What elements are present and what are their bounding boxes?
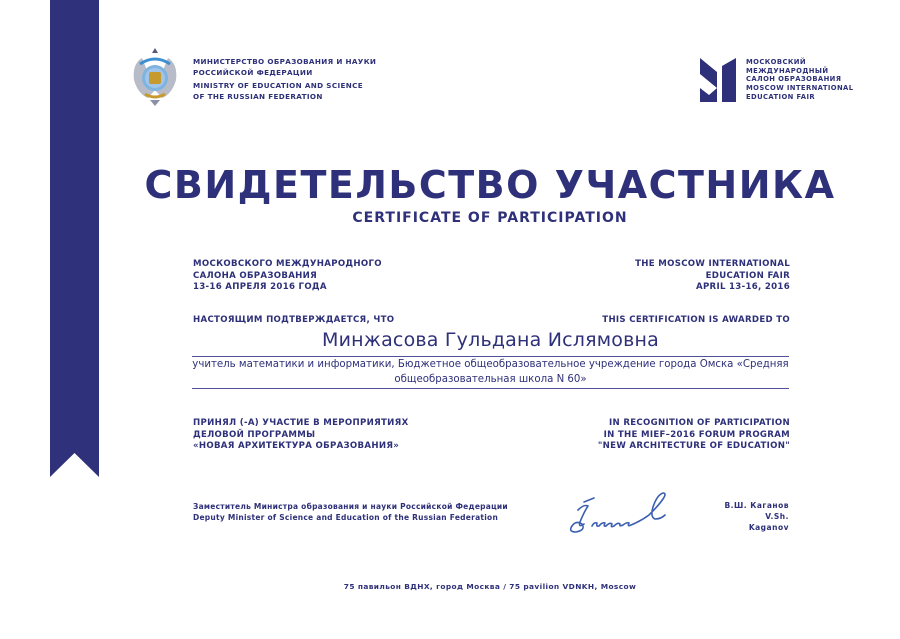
recognition-ru-line: ПРИНЯЛ (-А) УЧАСТИЕ В МЕРОПРИЯТИЯХ	[193, 418, 409, 428]
recognition-ru-line: «НОВАЯ АРХИТЕКТУРА ОБРАЗОВАНИЯ»	[193, 441, 400, 451]
recipient-position	[192, 358, 789, 387]
certificate-title-en: CERTIFICATE OF PARTICIPATION	[352, 210, 628, 226]
signatory-name-en: V.Sh. Kaganov	[748, 512, 789, 532]
position-line-1: учитель математики и информатики, Бюджетное общеобразовательное учреждение города Омска «Средняя	[192, 359, 789, 370]
bookmark-ribbon	[50, 0, 99, 477]
footer-address: 75 павильон ВДНХ, город Москва / 75 pavilion VDNKH, Moscow	[343, 582, 637, 591]
recognition-ru-line: ДЕЛОВОЙ ПРОГРАММЫ	[193, 429, 316, 440]
fair-line: МЕЖДУНАРОДНЫЙ	[746, 66, 829, 75]
signatory-title-ru: Заместитель Министра образования и науки Российской Федерации	[193, 502, 508, 511]
event-ru-line: 13-16 АПРЕЛЯ 2016 ГОДА	[193, 282, 327, 292]
mief-logo-icon	[700, 58, 740, 102]
recognition-en	[598, 418, 790, 453]
ministry-en-line-2: OF THE RUSSIAN FEDERATION	[193, 91, 323, 101]
event-ru	[193, 259, 382, 294]
signatory-title-en: Deputy Minister of Science and Education of the Russian Federation	[193, 513, 499, 522]
ministry-caption	[193, 57, 376, 102]
event-ru-line: САЛОНА ОБРАЗОВАНИЯ	[193, 270, 318, 281]
divider	[192, 356, 789, 357]
recognition-ru	[193, 418, 409, 453]
fair-caption	[746, 58, 853, 102]
recognition-en-line: IN THE MIEF–2016 FORUM PROGRAM	[603, 429, 790, 440]
fair-line: МОСКОВСКИЙ	[746, 58, 806, 66]
event-ru-line: МОСКОВСКОГО МЕЖДУНАРОДНОГО	[193, 259, 382, 269]
ministry-ru-line-1: МИНИСТЕРСТВО ОБРАЗОВАНИЯ И НАУКИ	[193, 57, 377, 66]
event-en-line: THE MOSCOW INTERNATIONAL	[635, 259, 790, 269]
ministry-ru-line-2: РОССИЙСКОЙ ФЕДЕРАЦИИ	[193, 67, 313, 77]
fair-line: EDUCATION FAIR	[746, 92, 816, 101]
event-en	[635, 259, 790, 294]
coat-of-arms-icon	[130, 44, 180, 110]
signature-icon	[558, 480, 698, 540]
signatory-name-ru: В.Ш. Каганов	[724, 501, 789, 510]
fair-line: САЛОН ОБРАЗОВАНИЯ	[746, 75, 842, 84]
position-line-2: общеобразовательная школа N 60»	[394, 373, 587, 385]
certificate-title-ru: СВИДЕТЕЛЬСТВО УЧАСТНИКА	[144, 163, 836, 207]
awarded-ru: НАСТОЯЩИМ ПОДТВЕРЖДАЕТСЯ, ЧТО	[193, 315, 395, 325]
signatory-name	[722, 500, 789, 533]
recipient-name: Минжасова Гульдана Ислямовна	[322, 329, 659, 351]
fair-line: MOSCOW INTERNATIONAL	[746, 84, 854, 93]
recognition-en-line: IN RECOGNITION OF PARTICIPATION	[609, 418, 790, 428]
ministry-en-line-1: MINISTRY OF EDUCATION AND SCIENCE	[193, 81, 363, 90]
recognition-en-line: "NEW ARCHITECTURE OF EDUCATION"	[597, 441, 790, 451]
event-en-line: APRIL 13-16, 2016	[696, 282, 790, 292]
awarded-en: THIS CERTIFICATION IS AWARDED TO	[602, 315, 790, 325]
event-en-line: EDUCATION FAIR	[705, 270, 790, 281]
signatory-title	[193, 501, 508, 523]
divider	[192, 388, 789, 389]
